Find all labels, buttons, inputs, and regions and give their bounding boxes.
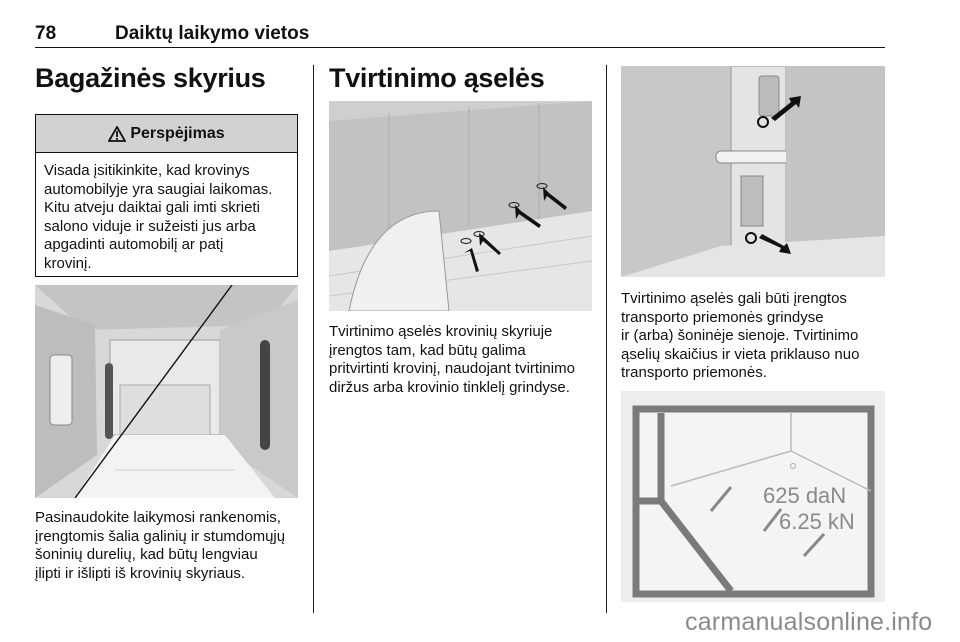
caption-cargo <box>35 509 285 583</box>
caption-line: transporto priemonės. <box>621 364 767 381</box>
figure-floor-eyelets <box>329 101 592 311</box>
column-divider-2 <box>606 65 607 613</box>
load-label-text-2: 6.25 kN <box>779 509 855 534</box>
warning-line: apgadinti automobilį ar patį <box>44 236 224 253</box>
figure-load-label <box>621 391 885 602</box>
caption-line: įlipti ir išlipti iš krovinių skyriaus. <box>35 564 246 582</box>
warning-line: krovinį. <box>44 254 92 272</box>
caption-line: diržus arba krovinio tinklelį grindyse. <box>329 378 570 396</box>
watermark: carmanualsonline.info <box>685 608 933 636</box>
warning-line: Visada įsitikinkite, kad krovinys <box>44 162 250 179</box>
caption-line: pritvirtinti krovinį, naudojant tvirtinimo <box>329 360 575 377</box>
caption-line: Tvirtinimo ąselės krovinių skyriuje <box>329 323 553 340</box>
warning-triangle-icon <box>108 126 126 142</box>
chapter-title: Daiktų laikymo vietos <box>115 23 310 44</box>
column-divider-1 <box>313 65 314 613</box>
caption-line: ąselių skaičius ir vieta priklauso nuo <box>621 345 860 363</box>
section-title-eyelets: Tvirtinimo ąselės <box>329 63 545 93</box>
page-header <box>35 22 885 48</box>
caption-line: transporto priemonės grindyse <box>621 308 824 326</box>
caption-line: šoninių durelių, kad būtų lengviau <box>35 546 258 563</box>
warning-line: salono viduje ir sužeisti jus arba <box>44 217 256 235</box>
caption-side-wall <box>621 290 859 383</box>
caption-line: Tvirtinimo ąselės gali būti įrengtos <box>621 290 847 307</box>
caption-line: įrengtos tam, kad būtų galima <box>329 341 526 359</box>
caption-eyelets <box>329 323 575 397</box>
caption-line: įrengtomis šalia galinių ir stumdomųjų <box>35 527 286 545</box>
caption-line: Pasinaudokite laikymosi rankenomis, <box>35 509 281 526</box>
caption-line: ir (arba) šoninėje sienoje. Tvirtinimo <box>621 327 859 344</box>
section-title-cargo: Bagažinės skyrius <box>35 63 266 93</box>
page-number: 78 <box>35 23 57 44</box>
warning-box <box>35 114 298 277</box>
warning-text <box>36 153 297 273</box>
warning-line: automobilyje yra saugiai laikomas. <box>44 180 273 198</box>
figure-side-wall-eyelets <box>621 66 885 277</box>
load-label-text-1: 625 daN <box>763 483 847 508</box>
warning-line: Kitu atveju daiktai gali imti skrieti <box>44 199 260 216</box>
warning-heading-text: Perspėjimas <box>130 124 225 142</box>
warning-heading <box>36 115 297 153</box>
figure-cargo-handles <box>35 285 298 498</box>
